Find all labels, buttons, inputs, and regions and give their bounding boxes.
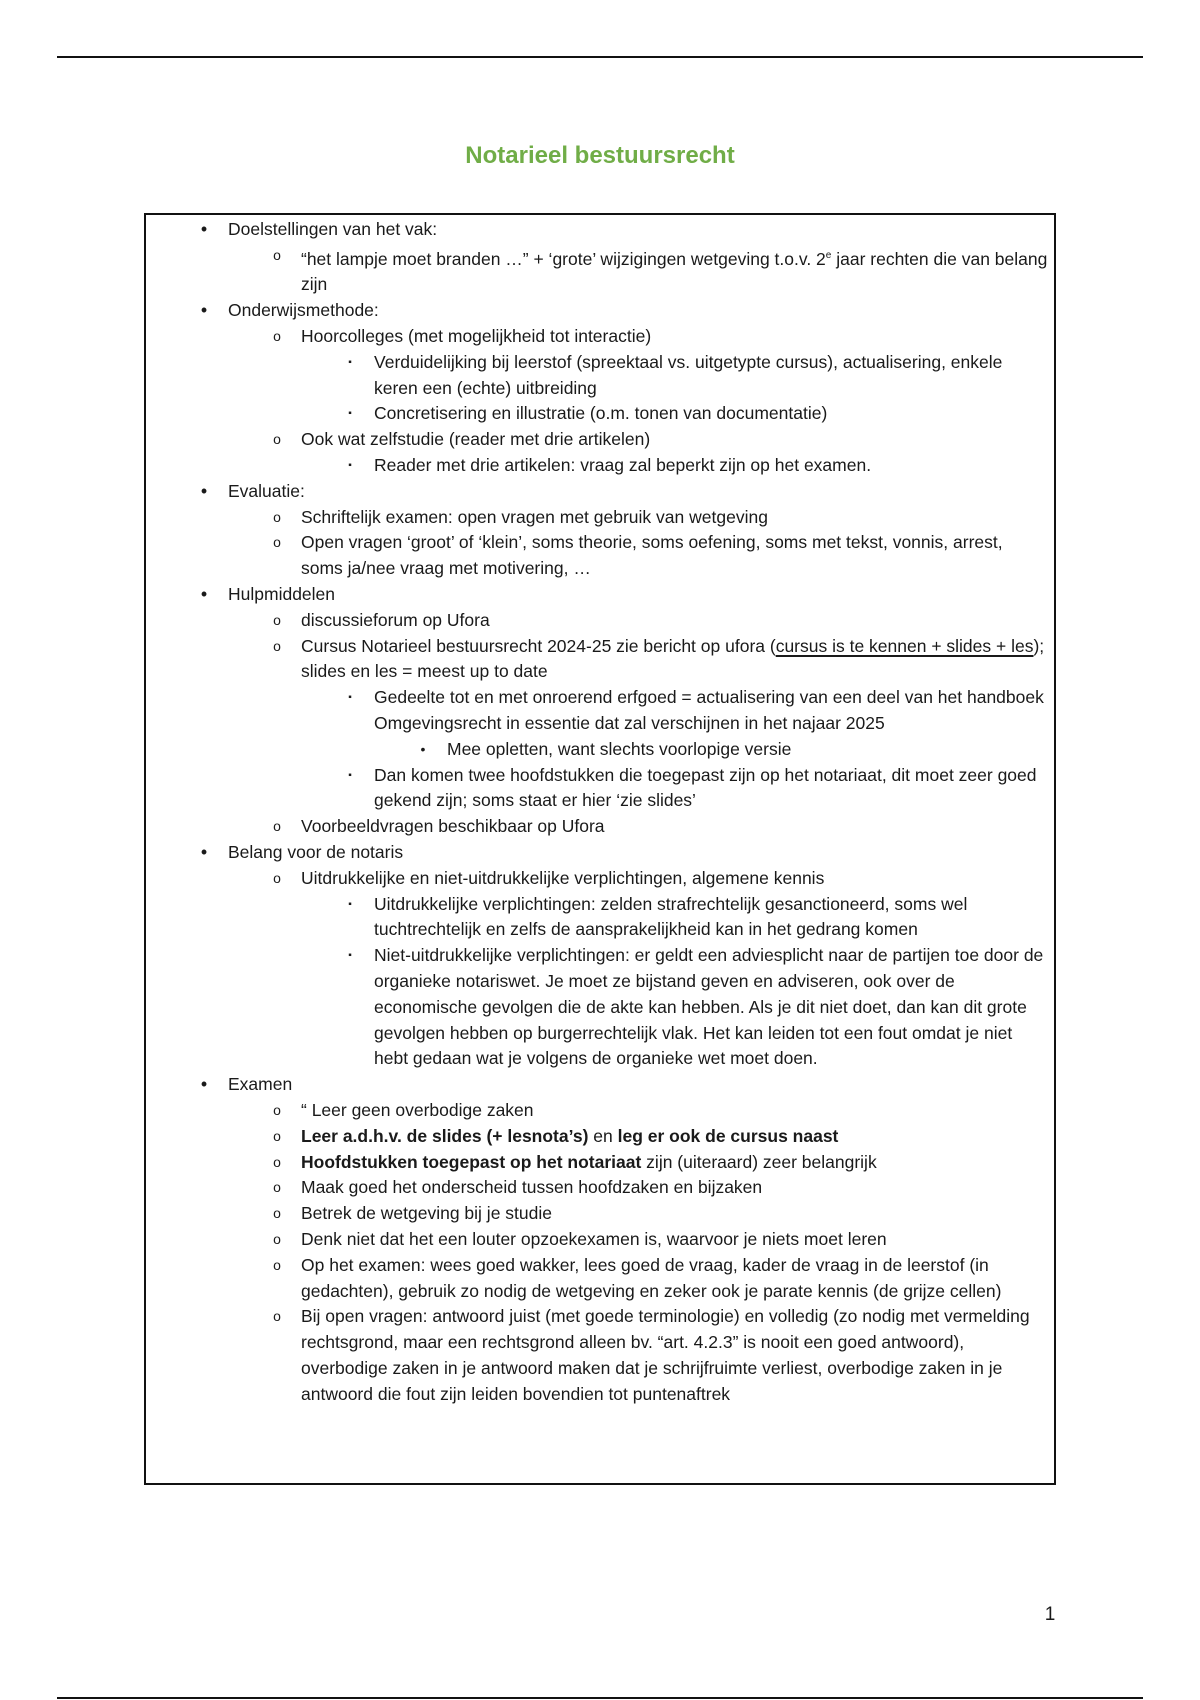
page-number: 1	[1044, 1604, 1056, 1625]
item-text: Ook wat zelfstudie (reader met drie artikelen)	[301, 429, 651, 450]
list-item	[348, 763, 1048, 815]
item-text: Dan komen twee hoofdstukken die toegepast zijn op het notariaat, dit moet zeer goed gekend zijn; soms staat er hier ‘zie slides’	[374, 764, 1037, 811]
sub-list	[273, 505, 1048, 582]
list-item	[273, 1098, 1048, 1124]
sub-list	[273, 324, 1048, 479]
underlined-text: cursus is te kennen + slides + les	[775, 635, 1034, 656]
item-text: Denk niet dat het een louter opzoekexamen is, waarvoor je niets moet leren	[301, 1228, 887, 1249]
item-text: Reader met drie artikelen: vraag zal beperkt zijn op het examen.	[374, 455, 872, 475]
item-text: Hoofdstukken toegepast op het notariaat zijn (uiteraard) zeer belangrijk	[301, 1151, 877, 1172]
list-item	[200, 298, 1048, 479]
list-item	[273, 1304, 1048, 1407]
circle-bullet-icon: o	[273, 637, 281, 654]
list-item	[273, 324, 1048, 427]
square-bullet-icon: ▪	[348, 692, 352, 704]
sub-list	[348, 453, 1048, 479]
sub-list	[273, 243, 1048, 298]
section-label: Belang voor de notaris	[228, 841, 404, 862]
circle-bullet-icon: o	[273, 1101, 281, 1118]
item-text: Verduidelijking bij leerstof (spreektaal vs. uitgetypte cursus), actualisering, enkele keren een (echte) uitbreiding	[374, 351, 1003, 398]
item-text: Gedeelte tot en met onroerend erfgoed = actualisering van een deel van het handboek Omgevingsrecht in essentie dat zal verschijnen in het najaar 2025	[374, 687, 1044, 733]
sub-list	[348, 350, 1048, 427]
sub-list	[420, 737, 1048, 763]
list-item	[200, 840, 1048, 1072]
bullet-icon: •	[200, 219, 208, 239]
list-item	[420, 737, 1048, 763]
circle-bullet-icon: o	[273, 328, 281, 345]
list-item	[200, 479, 1048, 582]
bullet-icon: •	[200, 480, 208, 501]
item-text: discussieforum op Ufora	[301, 609, 490, 630]
list-item	[273, 505, 1048, 531]
list-item	[273, 814, 1048, 840]
list-item	[348, 453, 1048, 479]
list-item	[348, 685, 1048, 762]
item-text: Uitdrukkelijke en niet-uitdrukkelijke verplichtingen, algemene kennis	[301, 867, 825, 888]
item-text: Concretisering en illustratie (o.m. tonen van documentatie)	[374, 403, 828, 424]
square-bullet-icon: ▪	[348, 769, 352, 781]
item-text: Voorbeeldvragen beschikbaar op Ufora	[301, 816, 605, 837]
item-text: Hoorcolleges (met mogelijkheid tot interactie)	[301, 326, 652, 347]
circle-bullet-icon: o	[273, 1127, 281, 1144]
section-label: Evaluatie:	[228, 480, 305, 501]
sub-list	[348, 685, 1048, 814]
circle-bullet-icon: o	[273, 818, 281, 835]
section-label: Examen	[228, 1074, 293, 1095]
circle-bullet-icon: o	[273, 534, 281, 551]
header-rule	[57, 56, 1143, 58]
bullet-icon: •	[200, 1074, 208, 1095]
list-item	[273, 427, 1048, 479]
circle-bullet-icon: o	[273, 246, 281, 263]
list-item	[200, 1072, 1048, 1407]
item-text: Leer a.d.h.v. de slides (+ lesnota’s) en leg er ook de cursus naast	[301, 1125, 839, 1146]
item-text: Betrek de wetgeving bij je studie	[301, 1203, 552, 1224]
bullet-icon: •	[200, 841, 208, 862]
circle-bullet-icon: o	[273, 1153, 281, 1170]
item-text: Schriftelijk examen: open vragen met gebruik van wetgeving	[301, 506, 768, 527]
list-item	[273, 866, 1048, 1072]
content-box	[144, 213, 1056, 1485]
circle-bullet-icon: o	[273, 1230, 281, 1247]
list-item	[348, 892, 1048, 944]
list-item	[348, 943, 1048, 1072]
square-bullet-icon: ▪	[348, 950, 352, 962]
item-text: Bij open vragen: antwoord juist (met goede terminologie) en volledig (zo nodig met vermelding rechtsgrond, maar een rechtsgrond alleen bv. “art. 4.2.3” is nooit een goed antwoord), overbodige zaken in je antwoord maken dat je schrijfruimte verliest, overbodige zaken in je antwoord die fout zijn leiden bovendien tot puntenaftrek	[301, 1306, 1030, 1404]
item-text: Op het examen: wees goed wakker, lees goed de vraag, kader de vraag in de leerstof (in gedachten), gebruik zo nodig de wetgeving en zeker ook je parate kennis (de grijze cellen)	[301, 1254, 1002, 1301]
list-item	[273, 243, 1048, 298]
sub-list	[273, 608, 1048, 840]
circle-bullet-icon: o	[273, 1308, 281, 1325]
list-item	[200, 217, 1048, 298]
bullet-icon: •	[200, 583, 208, 604]
list-item	[200, 582, 1048, 840]
square-bullet-icon: ▪	[348, 898, 352, 910]
item-text: Maak goed het onderscheid tussen hoofdzaken en bijzaken	[301, 1177, 763, 1198]
item-text: Uitdrukkelijke verplichtingen: zelden strafrechtelijk gesanctioneerd, soms wel tuchtrechtelijk en zelfs de aansprakelijkheid kan in het gedrang komen	[374, 893, 968, 940]
sub-list	[348, 892, 1048, 1073]
sub-list	[273, 866, 1048, 1072]
list-item	[273, 1175, 1048, 1201]
circle-bullet-icon: o	[273, 1205, 281, 1222]
bullet-icon: •	[420, 740, 426, 757]
circle-bullet-icon: o	[273, 508, 281, 525]
sub-list	[273, 1098, 1048, 1408]
circle-bullet-icon: o	[273, 431, 281, 448]
square-bullet-icon: ▪	[348, 408, 352, 420]
list-item	[273, 634, 1048, 815]
section-label: Hulpmiddelen	[228, 583, 336, 604]
bullet-icon: •	[200, 300, 208, 321]
circle-bullet-icon: o	[273, 869, 281, 886]
footer-rule	[57, 1697, 1143, 1699]
item-text: “ Leer geen overbodige zaken	[301, 1099, 534, 1120]
list-item	[273, 608, 1048, 634]
item-text: Cursus Notarieel bestuursrecht 2024-25 zie bericht op ufora (cursus is te kennen + slides + les); slides en les = meest up to date	[301, 635, 1045, 682]
section-label: Onderwijsmethode:	[228, 300, 379, 321]
section-label: Doelstellingen van het vak:	[228, 219, 438, 239]
list-item	[273, 1253, 1048, 1305]
square-bullet-icon: ▪	[348, 356, 352, 368]
list-item	[273, 1227, 1048, 1253]
item-text: “het lampje moet branden …” + ‘grote’ wijzigingen wetgeving t.o.v. 2e jaar rechten die van belang zijn	[301, 248, 1048, 295]
list-item	[273, 530, 1048, 582]
item-text: Open vragen ‘groot’ of ‘klein’, soms theorie, soms oefening, soms met tekst, vonnis, arrest, soms ja/nee vraag met motivering, …	[301, 532, 1003, 579]
list-item	[273, 1150, 1048, 1176]
list-item	[348, 401, 1048, 427]
square-bullet-icon: ▪	[348, 460, 352, 471]
list-item	[273, 1201, 1048, 1227]
page-title: Notarieel bestuursrecht	[465, 142, 735, 169]
list-item	[348, 350, 1048, 402]
circle-bullet-icon: o	[273, 1179, 281, 1196]
list-item	[273, 1124, 1048, 1150]
main-list	[200, 217, 1048, 1407]
item-text: Niet-uitdrukkelijke verplichtingen: er geldt een adviesplicht naar de partijen toe door de organieke notariswet. Je moet ze bijstand geven en adviseren, ook over de economische gevolgen die de akte kan hebben. Als je dit niet doet, dan kan dit grote gevolgen hebben op burgerrechtelijk vlak. Het kan leiden tot een fout omdat je niet hebt gedaan wat je volgens de organieke wet moet doen.	[374, 945, 1044, 1069]
circle-bullet-icon: o	[273, 611, 281, 628]
item-text: Mee opletten, want slechts voorlopige versie	[447, 738, 792, 759]
circle-bullet-icon: o	[273, 1256, 281, 1273]
